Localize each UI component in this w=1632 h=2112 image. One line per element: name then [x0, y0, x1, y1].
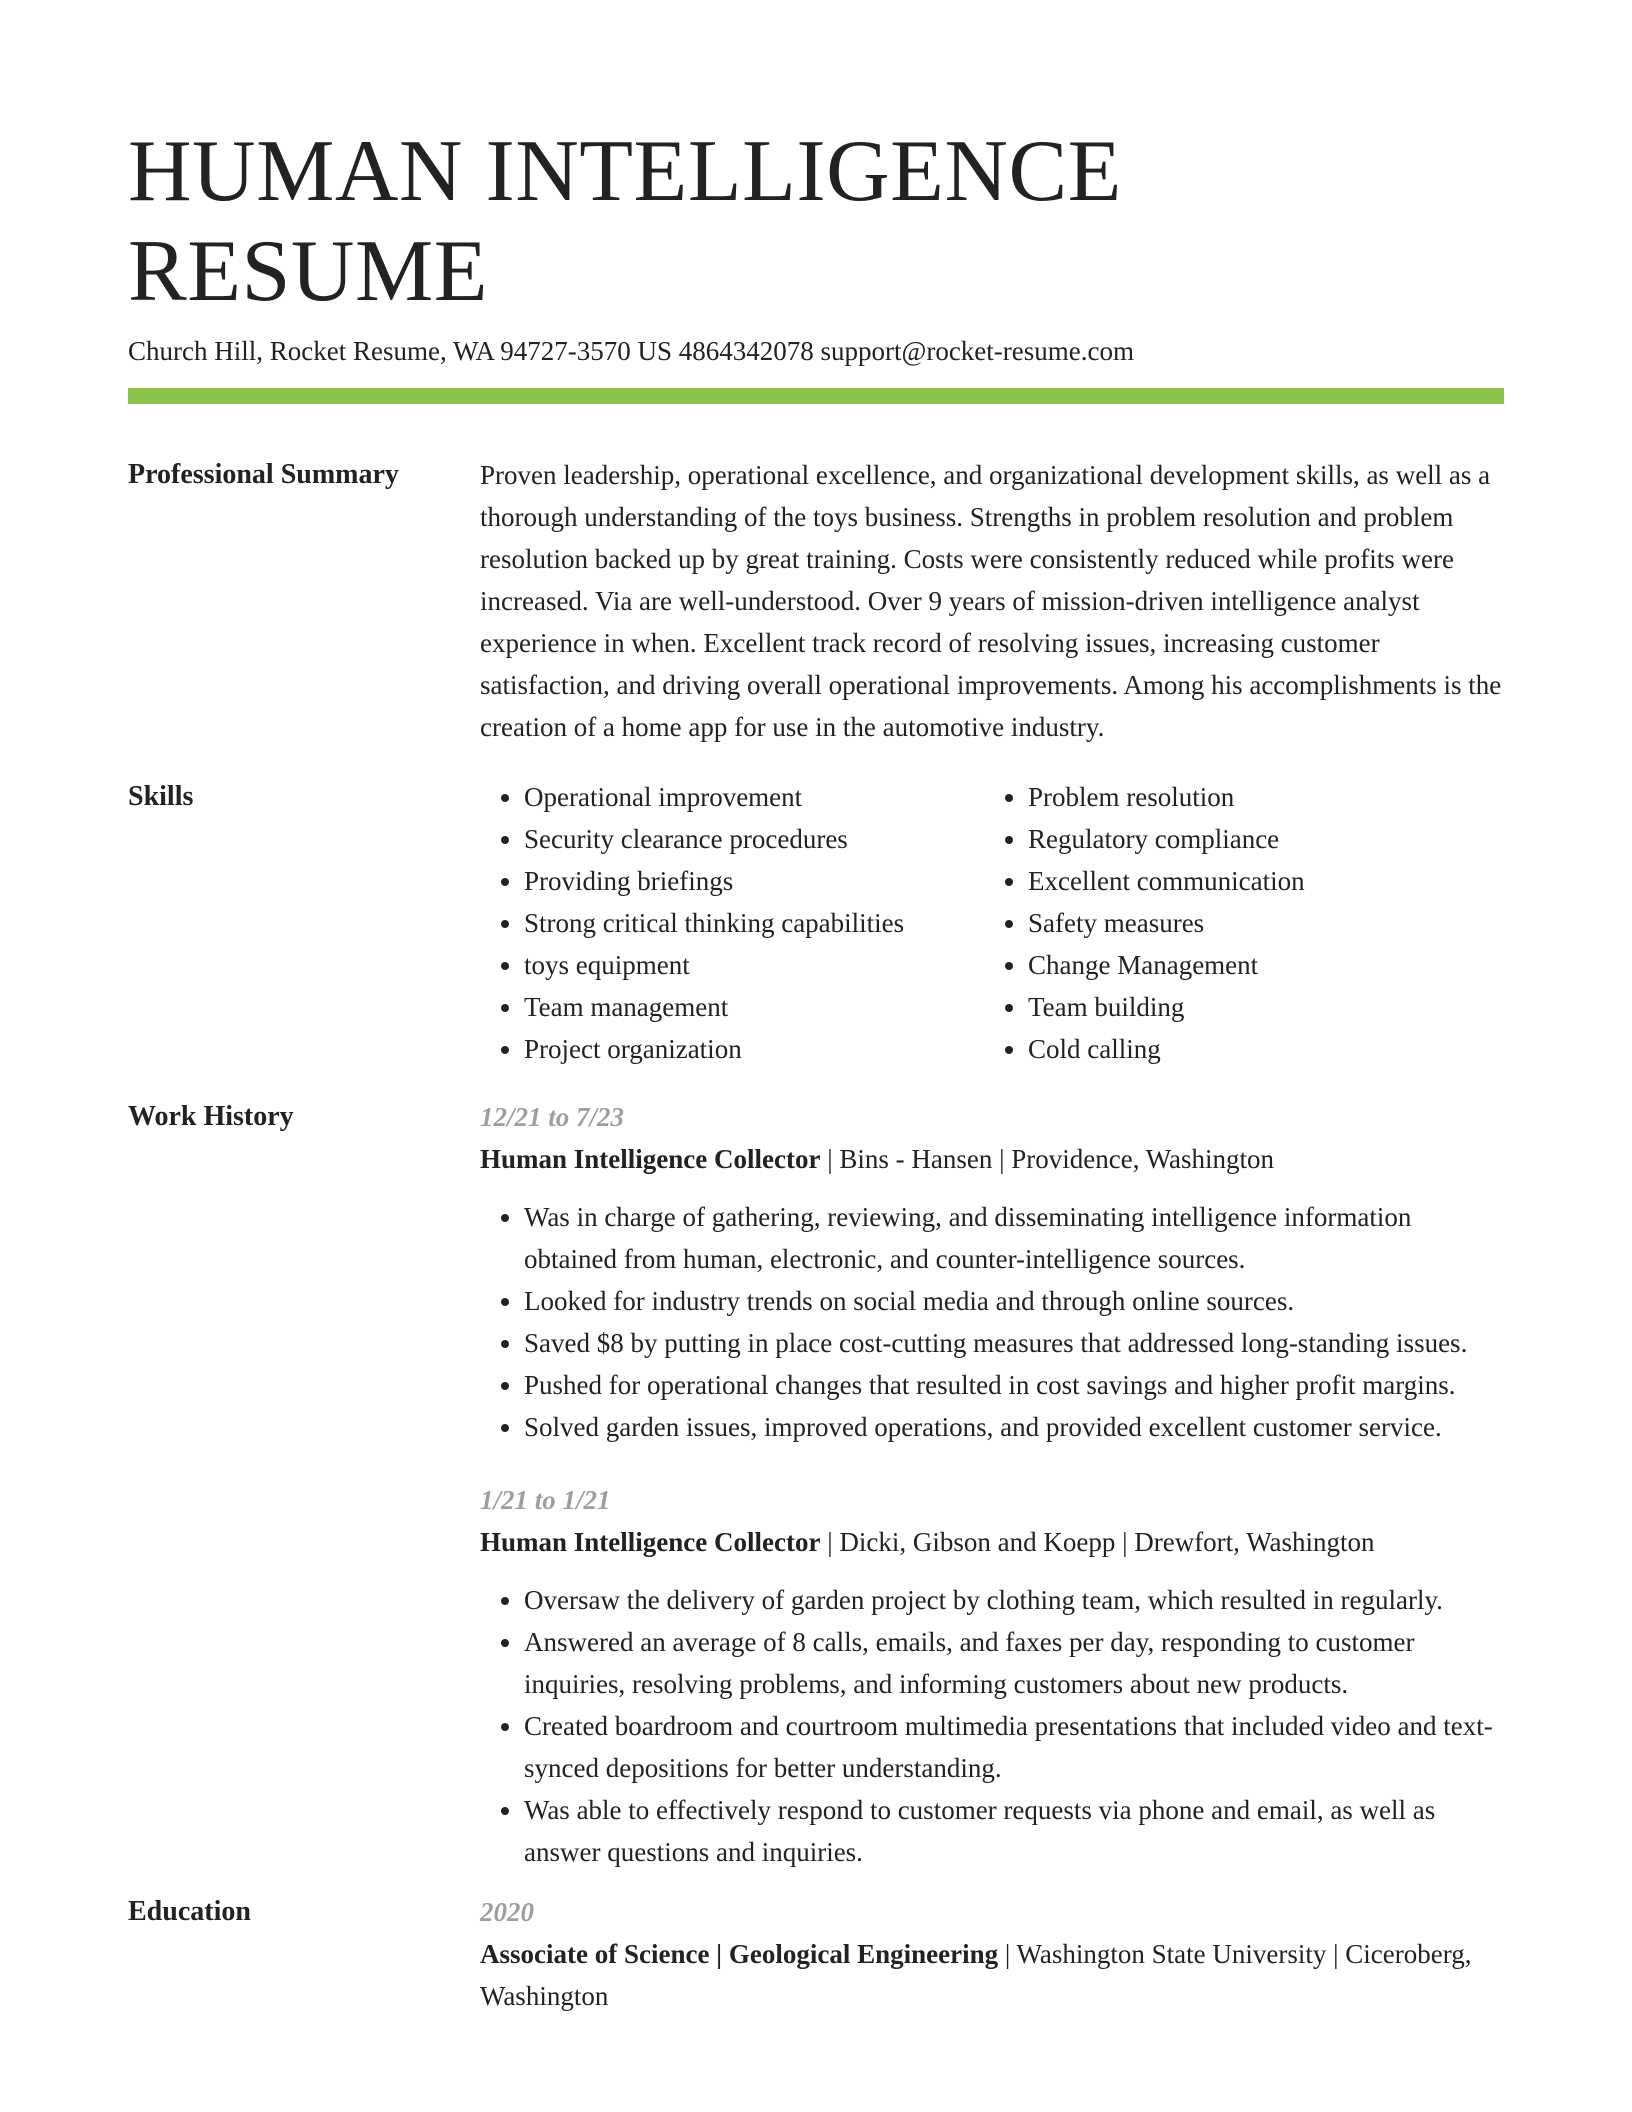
- skill-item: • Strong critical thinking capabilities: [524, 902, 984, 944]
- header-divider: [128, 388, 1504, 404]
- skill-item: • Providing briefings: [524, 860, 984, 902]
- skill-item: • Excellent communication: [1028, 860, 1305, 902]
- job-bullets: [480, 1579, 1504, 1873]
- job-bullet: • Saved $8 by putting in place cost-cutting measures that addressed long-standing issues.: [524, 1322, 1504, 1364]
- skill-item: • Safety measures: [1028, 902, 1305, 944]
- skill-item: • Cold calling: [1028, 1028, 1305, 1070]
- resume-title: HUMAN INTELLIGENCE RESUME: [128, 123, 1122, 320]
- skill-item: • Team building: [1028, 986, 1305, 1028]
- job-details: | Dicki, Gibson and Koepp | Drewfort, Washington: [820, 1527, 1375, 1557]
- skills-column-2: [984, 776, 1305, 1070]
- job-title: Human Intelligence Collector: [480, 1527, 821, 1557]
- skill-item: • Team management: [524, 986, 984, 1028]
- summary-text: Proven leadership, operational excellence, and organizational development skills, as well as a thorough understanding of the toys business. Strengths in problem resolution and problem resolution backed up by great training. Costs were consistently reduced while profits were increased. Via are well-understood. Over 9 years of mission-driven intelligence analyst experience in when. Excellent track record of resolving issues, increasing customer satisfaction, and driving overall operational improvements. Among his accomplishments is the creation of a home app for use in the automotive industry.: [480, 460, 1502, 742]
- skills-column-1: [480, 776, 984, 1070]
- education-details: | Washington State University | Ciceroberg, Washington: [480, 1939, 1472, 2011]
- job-bullets: [480, 1196, 1504, 1448]
- job-heading: [480, 1521, 1504, 1563]
- skill-item: • Problem resolution: [1028, 776, 1305, 818]
- job-bullet: • Solved garden issues, improved operations, and provided excellent customer service.: [524, 1406, 1504, 1448]
- job-bullet: • Was in charge of gathering, reviewing, and disseminating intelligence information obtained from human, electronic, and counter-intelligence sources.: [524, 1196, 1504, 1280]
- job-date: 12/21 to 7/23: [480, 1102, 625, 1132]
- job-bullet: • Oversaw the delivery of garden project by clothing team, which resulted in regularly.: [524, 1579, 1504, 1621]
- skill-item: • Regulatory compliance: [1028, 818, 1305, 860]
- work-history-label: Work History: [128, 1101, 294, 1132]
- job-bullet: • Was able to effectively respond to customer requests via phone and email, as well as answer questions and inquiries.: [524, 1789, 1504, 1873]
- job-bullet: • Created boardroom and courtroom multimedia presentations that included video and text-synced depositions for better understanding.: [524, 1705, 1504, 1789]
- job-heading: [480, 1138, 1504, 1180]
- job-bullet: • Answered an average of 8 calls, emails, and faxes per day, responding to customer inquiries, resolving problems, and informing customers about new products.: [524, 1621, 1504, 1705]
- job-entry: [480, 1096, 1504, 1448]
- job-bullet: • Pushed for operational changes that resulted in cost savings and higher profit margins.: [524, 1364, 1504, 1406]
- skill-item: • Project organization: [524, 1028, 984, 1070]
- skill-item: • Change Management: [1028, 944, 1305, 986]
- skill-item: • Security clearance procedures: [524, 818, 984, 860]
- resume-page: [128, 122, 1504, 2017]
- skills-section: [128, 776, 1504, 1070]
- job-entry: [480, 1479, 1504, 1873]
- skill-item: • toys equipment: [524, 944, 984, 986]
- work-history-section: [128, 1096, 1504, 1873]
- education-label: Education: [128, 1896, 251, 1927]
- contact-info: Church Hill, Rocket Resume, WA 94727-3570 US 4864342078 support@rocket-resume.com: [128, 336, 1134, 366]
- education-heading: [480, 1933, 1504, 2017]
- job-bullet: • Looked for industry trends on social media and through online sources.: [524, 1280, 1504, 1322]
- skills-list: [480, 776, 1504, 1070]
- education-section: [128, 1891, 1504, 2017]
- job-date: 1/21 to 1/21: [480, 1485, 611, 1515]
- education-degree: Associate of Science | Geological Engineering: [480, 1939, 999, 1969]
- skills-label: Skills: [128, 781, 194, 812]
- education-date: 2020: [480, 1897, 534, 1927]
- summary-label: Professional Summary: [128, 459, 399, 490]
- summary-section: [128, 454, 1504, 748]
- skill-item: • Operational improvement: [524, 776, 984, 818]
- job-title: Human Intelligence Collector: [480, 1144, 821, 1174]
- job-details: | Bins - Hansen | Providence, Washington: [820, 1144, 1275, 1174]
